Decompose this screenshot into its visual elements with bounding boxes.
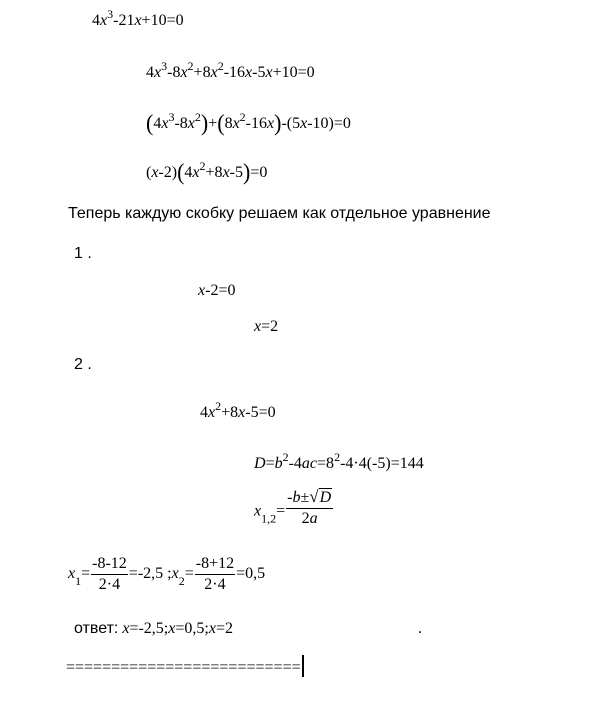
discriminant: $D=b^2-4ac=8^2-4\cdot 4(-5)=144$ [254, 450, 424, 472]
equation-original: $4x^3-21x+10=0$ [92, 7, 184, 29]
quadratic-formula: $x_{1,2}=$ $\frac{-b\pm√D}{2a}$ [254, 487, 332, 527]
equation-quadratic: $4x^2+8x-5=0$ [200, 399, 276, 421]
instruction-text: Теперь каждую скобку решаем как отдельное уравнение [68, 205, 491, 222]
step-2-label: 2 . [74, 356, 92, 373]
step-1-label: 1 . [74, 245, 92, 262]
answer-line: ответ: x=-2,5;x=0,5;x=2 [74, 620, 233, 637]
equation-expanded: $4x^3-8x^2+8x^2-16x-5x+10=0$ [146, 59, 315, 81]
equation-grouped: $(4x^3-8x^2)+(8x^2-16x)-(5x-10)=0$ [146, 109, 351, 136]
equation-factored: $(x-2)(4x^2+8x-5)=0$ [146, 158, 268, 185]
roots-line: $x_1=$ $\frac{-8-12}{2\cdot 4}$ =-2,5 $;x_2=$ $\frac{-8+12}{2\cdot 4}$ =0,5 [68, 555, 266, 593]
separator-line: ========================== [66, 655, 304, 677]
equation-x-minus-2: x-2=0 [198, 282, 236, 299]
answer-prefix: ответ: [74, 620, 119, 637]
root-x-equals-2: x=2 [254, 318, 279, 335]
answer-dot: . [418, 620, 422, 637]
end-bar [302, 655, 304, 677]
